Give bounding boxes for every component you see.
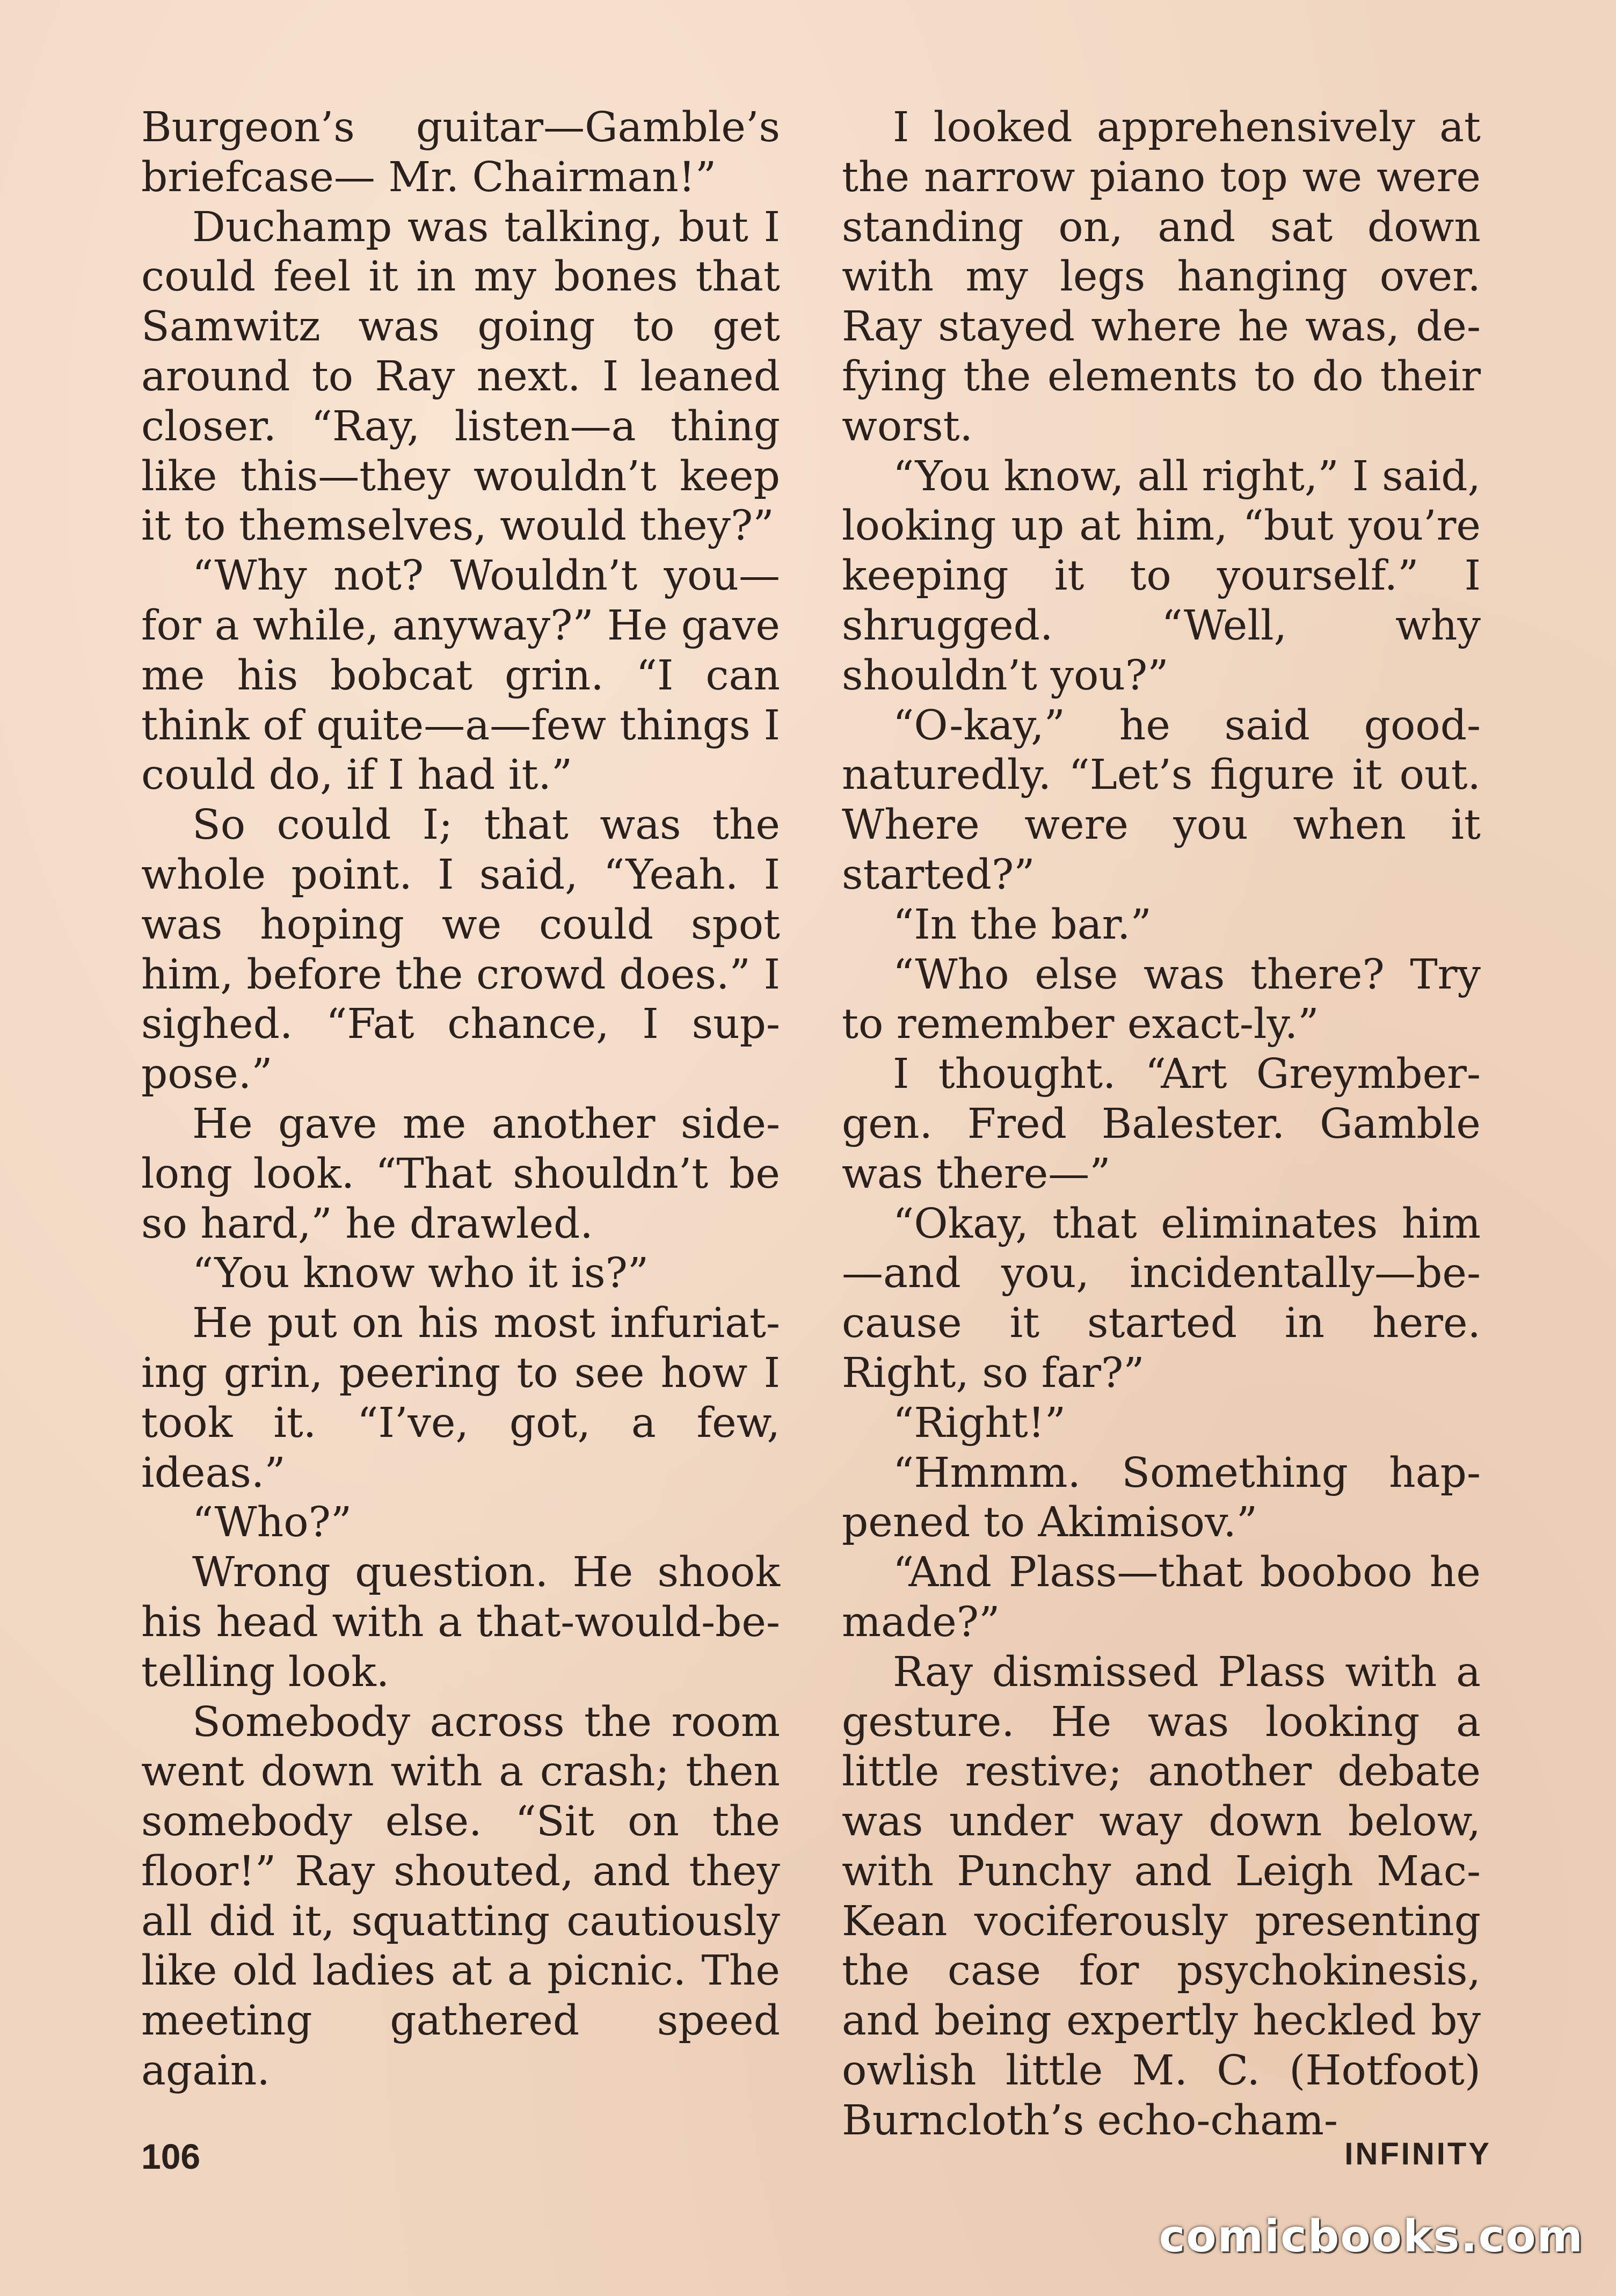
paragraph: “Right!”	[893, 1399, 1066, 1447]
paragraph: Wrong question. He shook his head with a that-would-be-telling look.	[141, 1549, 780, 1696]
watermark: comicbooks.com	[1159, 2211, 1584, 2262]
paragraph: “In the bar.”	[893, 900, 1152, 949]
paragraph: Ray dismissed Plass with a gesture. He was looking a little restive; another debate was under way down below, with Punchy and Leigh MacKean vociferously presenting the case for psychokinesis, and being expertly heckled by owlish little M. C. (Hotfoot) Burncloth’s echo-cham-	[842, 1648, 1481, 2145]
paragraph: I looked apprehensively at the narrow piano top we were standing on, and sat down with my legs hanging over. Ray stayed where he was, defying the elements to do their worst.	[842, 104, 1481, 451]
paragraph: He put on his most infuriating grin, peering to see how I took it. “I’ve, got, a few, ideas.”	[141, 1299, 780, 1497]
paragraph: “Why not? Wouldn’t you—for a while, anyway?” He gave me his bobcat grin. “I can think of quite—a—few things I could do, if I had it.”	[141, 552, 780, 800]
text-column-right	[842, 103, 1481, 2146]
paragraph: “You know, all right,” I said, looking up at him, “but you’re keeping it to yourself.” I shrugged. “Well, why shouldn’t you?”	[842, 452, 1481, 700]
paragraph: Duchamp was talking, but I could feel it in my bones that Samwitz was going to get around to Ray next. I leaned closer. “Ray, listen—a thing like this—they wouldn’t keep it to themselves, would they?”	[141, 203, 780, 550]
paragraph: “You know who it is?”	[192, 1249, 649, 1298]
paragraph: He gave me another sidelong look. “That shouldn’t be so hard,” he drawled.	[141, 1100, 780, 1248]
paragraph: “Hmmm. Something happened to Akimisov.”	[842, 1449, 1481, 1547]
paragraph: So could I; that was the whole point. I said, “Yeah. I was hoping we could spot him, before the crowd does.” I sighed. “Fat chance, I suppose.”	[141, 801, 780, 1099]
paragraph: I thought. “Art Greymbergen. Fred Balester. Gamble was there—”	[842, 1050, 1481, 1198]
paragraph: “And Plass—that booboo he made?”	[842, 1549, 1481, 1646]
running-footer-title: INFINITY	[1344, 2137, 1491, 2171]
paragraph: “Who?”	[192, 1499, 352, 1547]
paragraph: Burgeon’s guitar—Gamble’s briefcase— Mr. Chairman!”	[141, 104, 780, 201]
page-number: 106	[141, 2137, 201, 2176]
paragraph: “Okay, that eliminates him —and you, incidentally—because it started in here. Right, so far?”	[842, 1200, 1481, 1397]
paragraph: “Who else was there? Try to remember exact-ly.”	[842, 950, 1481, 1049]
paragraph: Somebody across the room went down with a crash; then somebody else. “Sit on the floor!” Ray shouted, and they all did it, squatting cautiously like old ladies at a picnic. The meeting gathered speed again.	[141, 1698, 780, 2095]
text-column-left	[141, 103, 780, 2096]
paragraph: “O-kay,” he said good-naturedly. “Let’s figure it out. Where were you when it started?”	[842, 701, 1481, 899]
